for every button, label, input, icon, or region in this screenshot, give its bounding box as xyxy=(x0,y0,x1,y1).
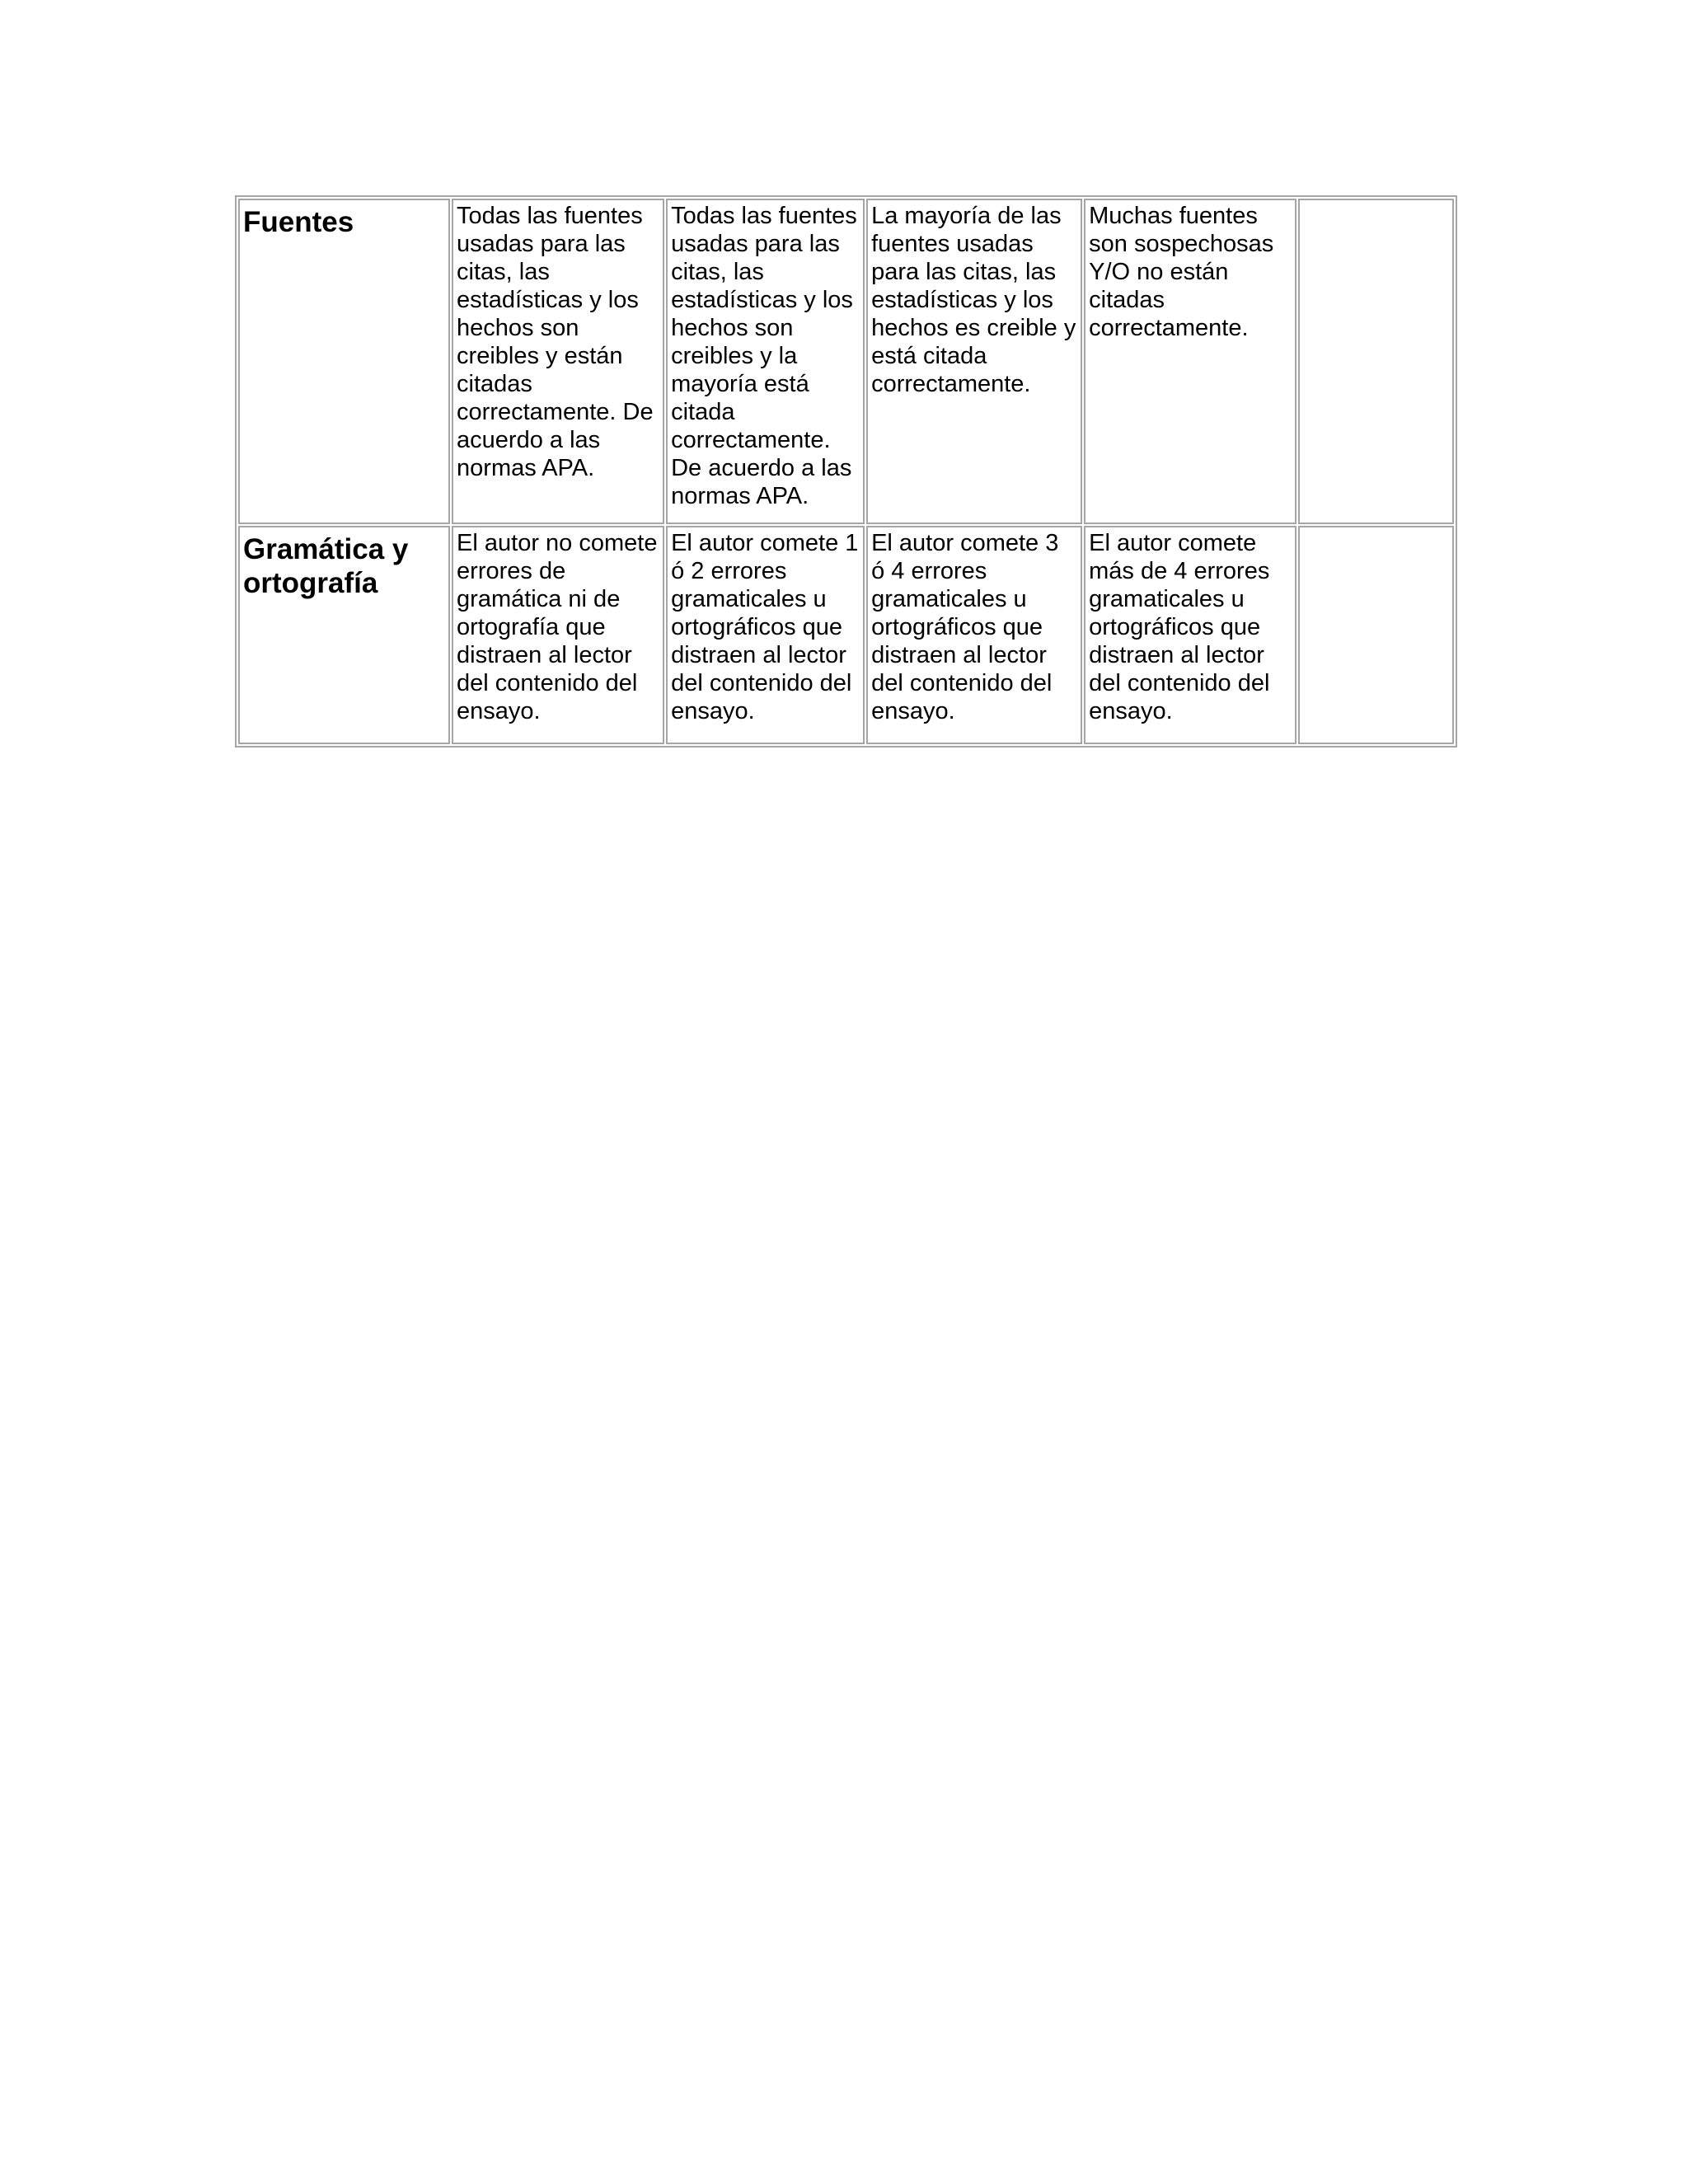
level-cell: Todas las fuentes usadas para las citas, las estadísticas y los hechos son creibles y la mayoría está citada correctamente. De acuerdo a las normas APA. xyxy=(666,199,865,524)
score-cell xyxy=(1298,526,1454,744)
criterion-cell: Gramática y ortografía xyxy=(238,526,450,744)
score-cell xyxy=(1298,199,1454,524)
criterion-cell: Fuentes xyxy=(238,199,450,524)
level-cell: El autor comete 3 ó 4 errores gramaticales u ortográficos que distraen al lector del contenido del ensayo. xyxy=(866,526,1082,744)
level-cell: Muchas fuentes son sospechosas Y/O no están citadas correctamente. xyxy=(1084,199,1296,524)
level-cell: Todas las fuentes usadas para las citas, las estadísticas y los hechos son creibles y están citadas correctamente. De acuerdo a las normas APA. xyxy=(452,199,664,524)
level-cell: La mayoría de las fuentes usadas para las citas, las estadísticas y los hechos es creible y está citada correctamente. xyxy=(866,199,1082,524)
table-row-fuentes xyxy=(238,199,1454,524)
level-cell: El autor comete 1 ó 2 errores gramaticales u ortográficos que distraen al lector del contenido del ensayo. xyxy=(666,526,865,744)
level-cell: El autor comete más de 4 errores gramaticales u ortográficos que distraen al lector del contenido del ensayo. xyxy=(1084,526,1296,744)
table-row-gramatica xyxy=(238,526,1454,744)
rubric-table xyxy=(235,195,1457,748)
level-cell: El autor no comete errores de gramática ni de ortografía que distraen al lector del contenido del ensayo. xyxy=(452,526,664,744)
